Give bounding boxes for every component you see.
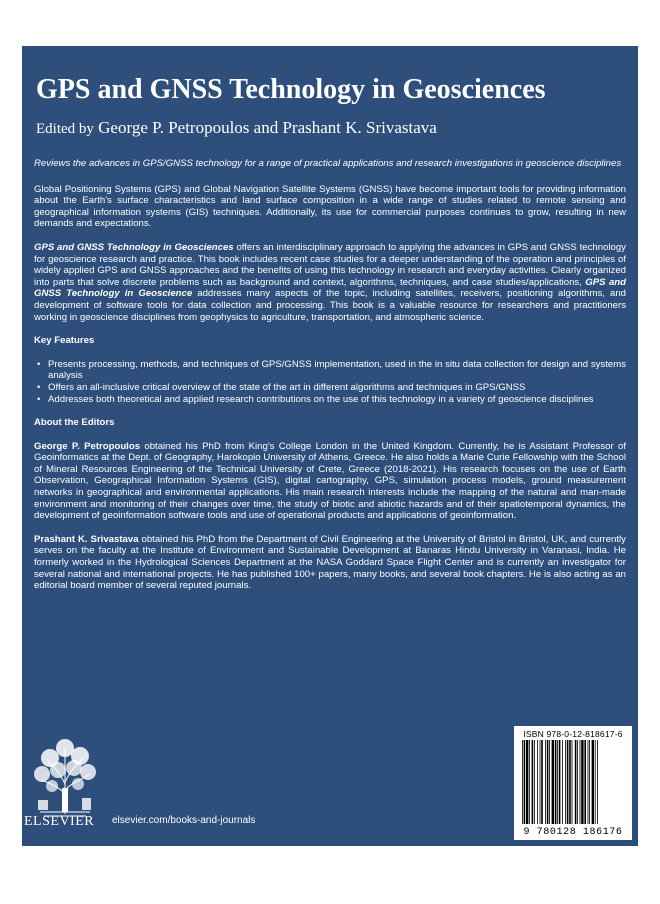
key-features-heading: Key Features (34, 335, 95, 347)
editor2-name: Prashant K. Srivastava (34, 533, 139, 545)
back-cover (22, 46, 638, 846)
editor1-name: George P. Petropoulos (34, 440, 141, 452)
description-book-title: GPS and GNSS Technology in Geosciences (34, 241, 234, 253)
about-editors-heading: About the Editors (34, 417, 115, 429)
feature-item: • Presents processing, methods, and techniques of GPS/GNSS implementation, used in the in situ data collection for design and systems analysis (48, 359, 626, 382)
feature-item: • Addresses both theoretical and applied research contributions on the use of this technology in a variety of geoscience disciplines (48, 394, 626, 406)
editor1-bio-text: obtained his PhD from King's College London in the United Kingdom. Currently, he is Assistant Professor of Geoinformatics at the Dept. of Geography, Harokopio University of Athens, Greece. He also holds a Marie Curie Fellowship with the School of Mineral Resources Engineering of the Technical University of Crete, Greece (2018-2021). His research focuses on the use of Earth Observation, Geographical Information Systems (GIS), digital cartography, GPS, simulation process models, ground measurement networks in geographical and environmental applications. His main research interests include the mapping of the natural and man-made environment and monitoring of their changes over time, the study of biotic and abiotic hazards and of their spatiotemporal dynamics, the development of geoinformation software tools and use of operational products and applications of geoinformation. (34, 440, 626, 522)
publisher-name: ELSEVIER (24, 814, 95, 829)
cover-body (34, 158, 626, 604)
book-title: GPS and GNSS Technology in Geosciences (36, 74, 546, 105)
barcode-digits: 9 780128 186176 (523, 827, 623, 838)
description-part1: offers an interdisciplinary approach to applying the advances in GPS and GNSS technology for geoscience research and practice. This book includes recent case studies for a deeper understanding of the operation and principles of widely applied GPS and GNSS approaches and the benefits of using this technology in research and everyday activities. Clearly organized into parts that solve discrete problems such as background and context, algorithms, techniques, and case studies/applications, (34, 241, 626, 288)
description-paragraph (34, 242, 626, 323)
editor2-bio-text: obtained his PhD from the Department of Civil Engineering at the University of Bristol in Bristol, UK, and currently serves on the faculty at the Institute of Environment and Sustainable Development at Banaras Hindu University in Varanasi, India. He formerly worked in the Hydrological Sciences Department at the NASA Goddard Space Flight Center and is currently an investigator for several national and international projects. He has published 100+ papers, many books, and several book chapters. He is also acting as an editorial board member of several reputed journals. (34, 533, 626, 592)
key-features-list (34, 359, 626, 405)
editor2-bio (34, 534, 626, 592)
editors-prefix: Edited by (36, 121, 94, 137)
editor1-bio (34, 441, 626, 522)
cover-footer (22, 726, 638, 846)
isbn-label: ISBN 978-0-12-818617-6 (523, 729, 623, 739)
editors-line (36, 118, 636, 139)
description-part2: addresses many aspects of the topic, including satellites, receivers, positioning algorithms, and development of software tools for data collection and processing. This book is a valuable resource for researchers and practitioners working in geoscience disciplines from geophysics to agriculture, transportation, and atmospheric science. (34, 288, 626, 323)
publisher-website: elsevier.com/books-and-journals (112, 815, 256, 826)
tagline: Reviews the advances in GPS/GNSS technology for a range of practical applications and research investigations in geoscience disciplines (34, 158, 622, 169)
feature-item: • Offers an all-inclusive critical overview of the state of the art in different algorithms and techniques in GPS/GNSS (48, 382, 626, 394)
barcode-graphic (522, 740, 624, 824)
editors-names: George P. Petropoulos and Prashant K. Srivastava (98, 118, 437, 137)
isbn-barcode-box (514, 726, 632, 840)
description-book-title-2: GPS and GNSS Technology in Geoscience (34, 276, 627, 300)
intro-paragraph: Global Positioning Systems (GPS) and Global Navigation Satellite Systems (GNSS) have become important tools for providing information about the Earth's surface characteristics and land surface composition in a wide range of studies related to remote sensing and geographical information systems (GIS) techniques. Additionally, its use for commercial purposes continues to grow, resulting in new demands and expectations. (34, 183, 626, 230)
